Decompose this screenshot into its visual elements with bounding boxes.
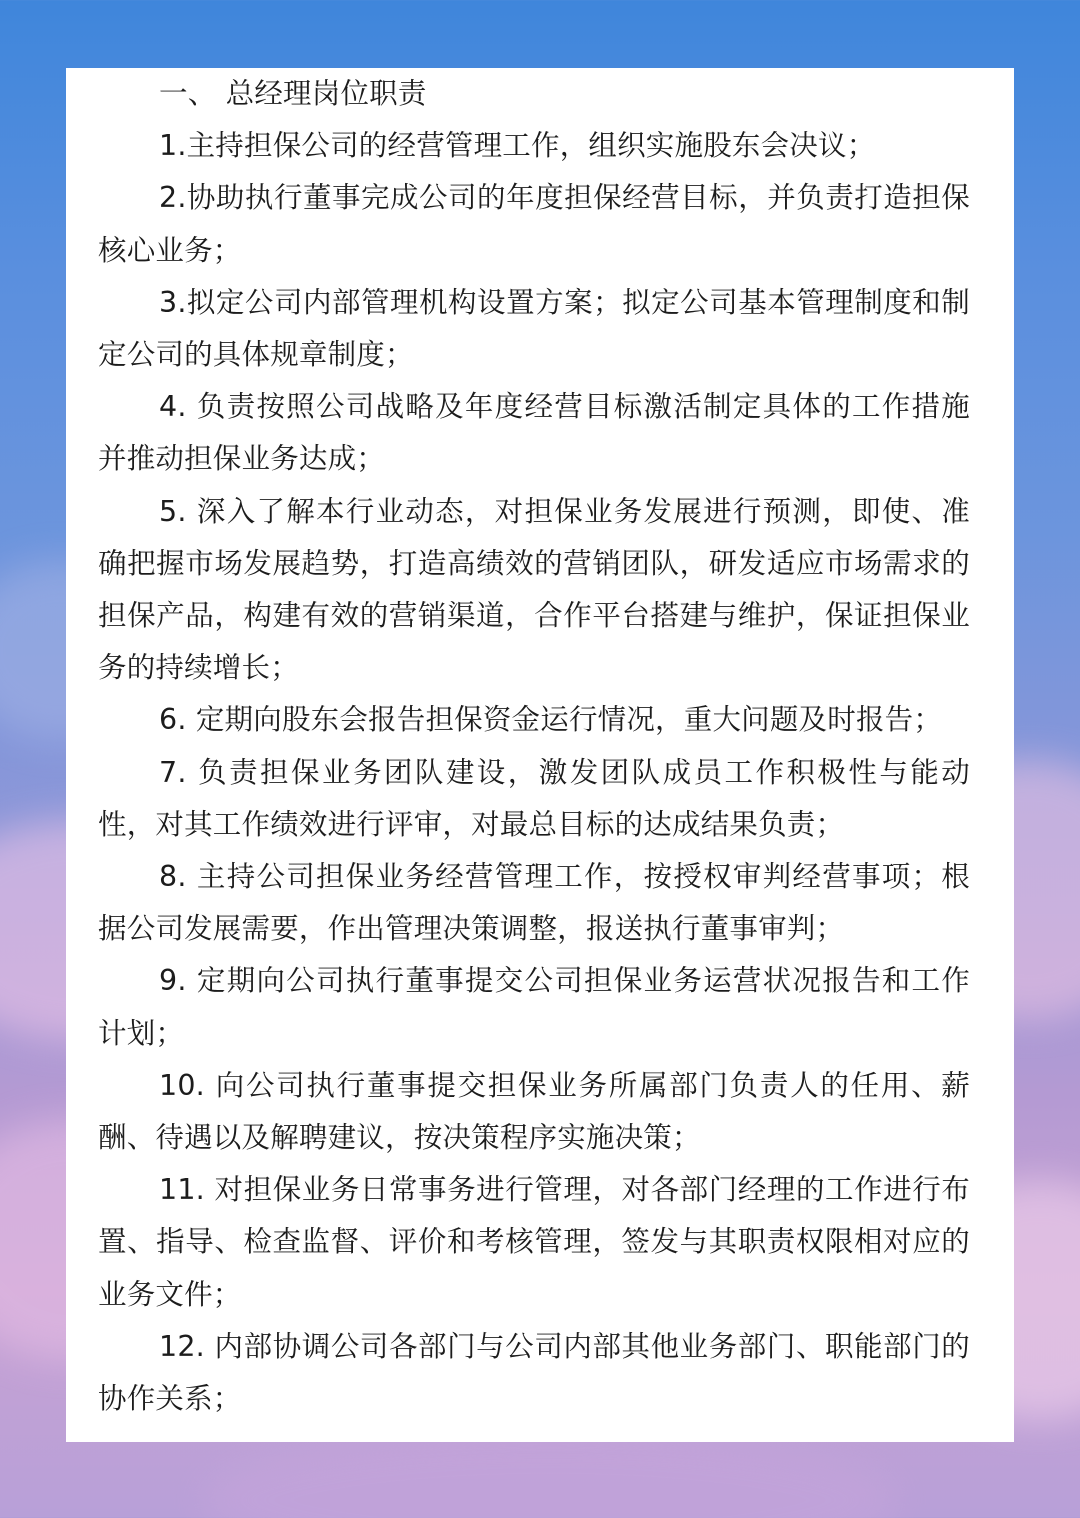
duty-item-11: 11. 对担保业务日常事务进行管理，对各部门经理的工作进行布置、指导、检查监督、评价和考核管理，签发与其职责权限相对应的业务文件； [98, 1173, 970, 1311]
duty-item-1: 1.主持担保公司的经营管理工作，组织实施股东会决议； [159, 129, 876, 163]
document-page [66, 68, 1014, 1442]
duty-item-10: 10. 向公司执行董事提交担保业务所属部门负责人的任用、薪酬、待遇以及解聘建议，按决策程序实施决策； [98, 1068, 970, 1155]
duty-item-3: 3.拟定公司内部管理机构设置方案；拟定公司基本管理制度和制定公司的具体规章制度； [98, 285, 970, 372]
duty-item-8: 8. 主持公司担保业务经营管理工作，按授权审判经营事项；根据公司发展需要，作出管理决策调整，报送执行董事审判； [98, 860, 970, 946]
duty-item-5: 5. 深入了解本行业动态，对担保业务发展进行预测，即使、准确把握市场发展趋势，打造高绩效的营销团队，研发适应市场需求的担保产品，构建有效的营销渠道，合作平台搭建与维护，保证担保业务的持续增长； [98, 494, 970, 685]
section-heading: 一、 总经理岗位职责 [159, 77, 427, 110]
background-cloud [200, 1430, 900, 1518]
duty-item-2: 2.协助执行董事完成公司的年度担保经营目标，并负责打造担保核心业务； [98, 181, 970, 267]
duty-item-6: 6. 定期向股东会报告担保资金运行情况，重大问题及时报告； [159, 703, 943, 737]
duty-item-4: 4. 负责按照公司战略及年度经营目标激活制定具体的工作措施并推动担保业务达成； [98, 390, 970, 476]
duty-item-7: 7. 负责担保业务团队建设，激发团队成员工作积极性与能动性，对其工作绩效进行评审，对最总目标的达成结果负责； [98, 755, 970, 841]
duty-item-9: 9. 定期向公司执行董事提交公司担保业务运营状况报告和工作计划； [98, 964, 970, 1050]
duty-item-12: 12. 内部协调公司各部门与公司内部其他业务部门、职能部门的协作关系； [98, 1329, 970, 1416]
